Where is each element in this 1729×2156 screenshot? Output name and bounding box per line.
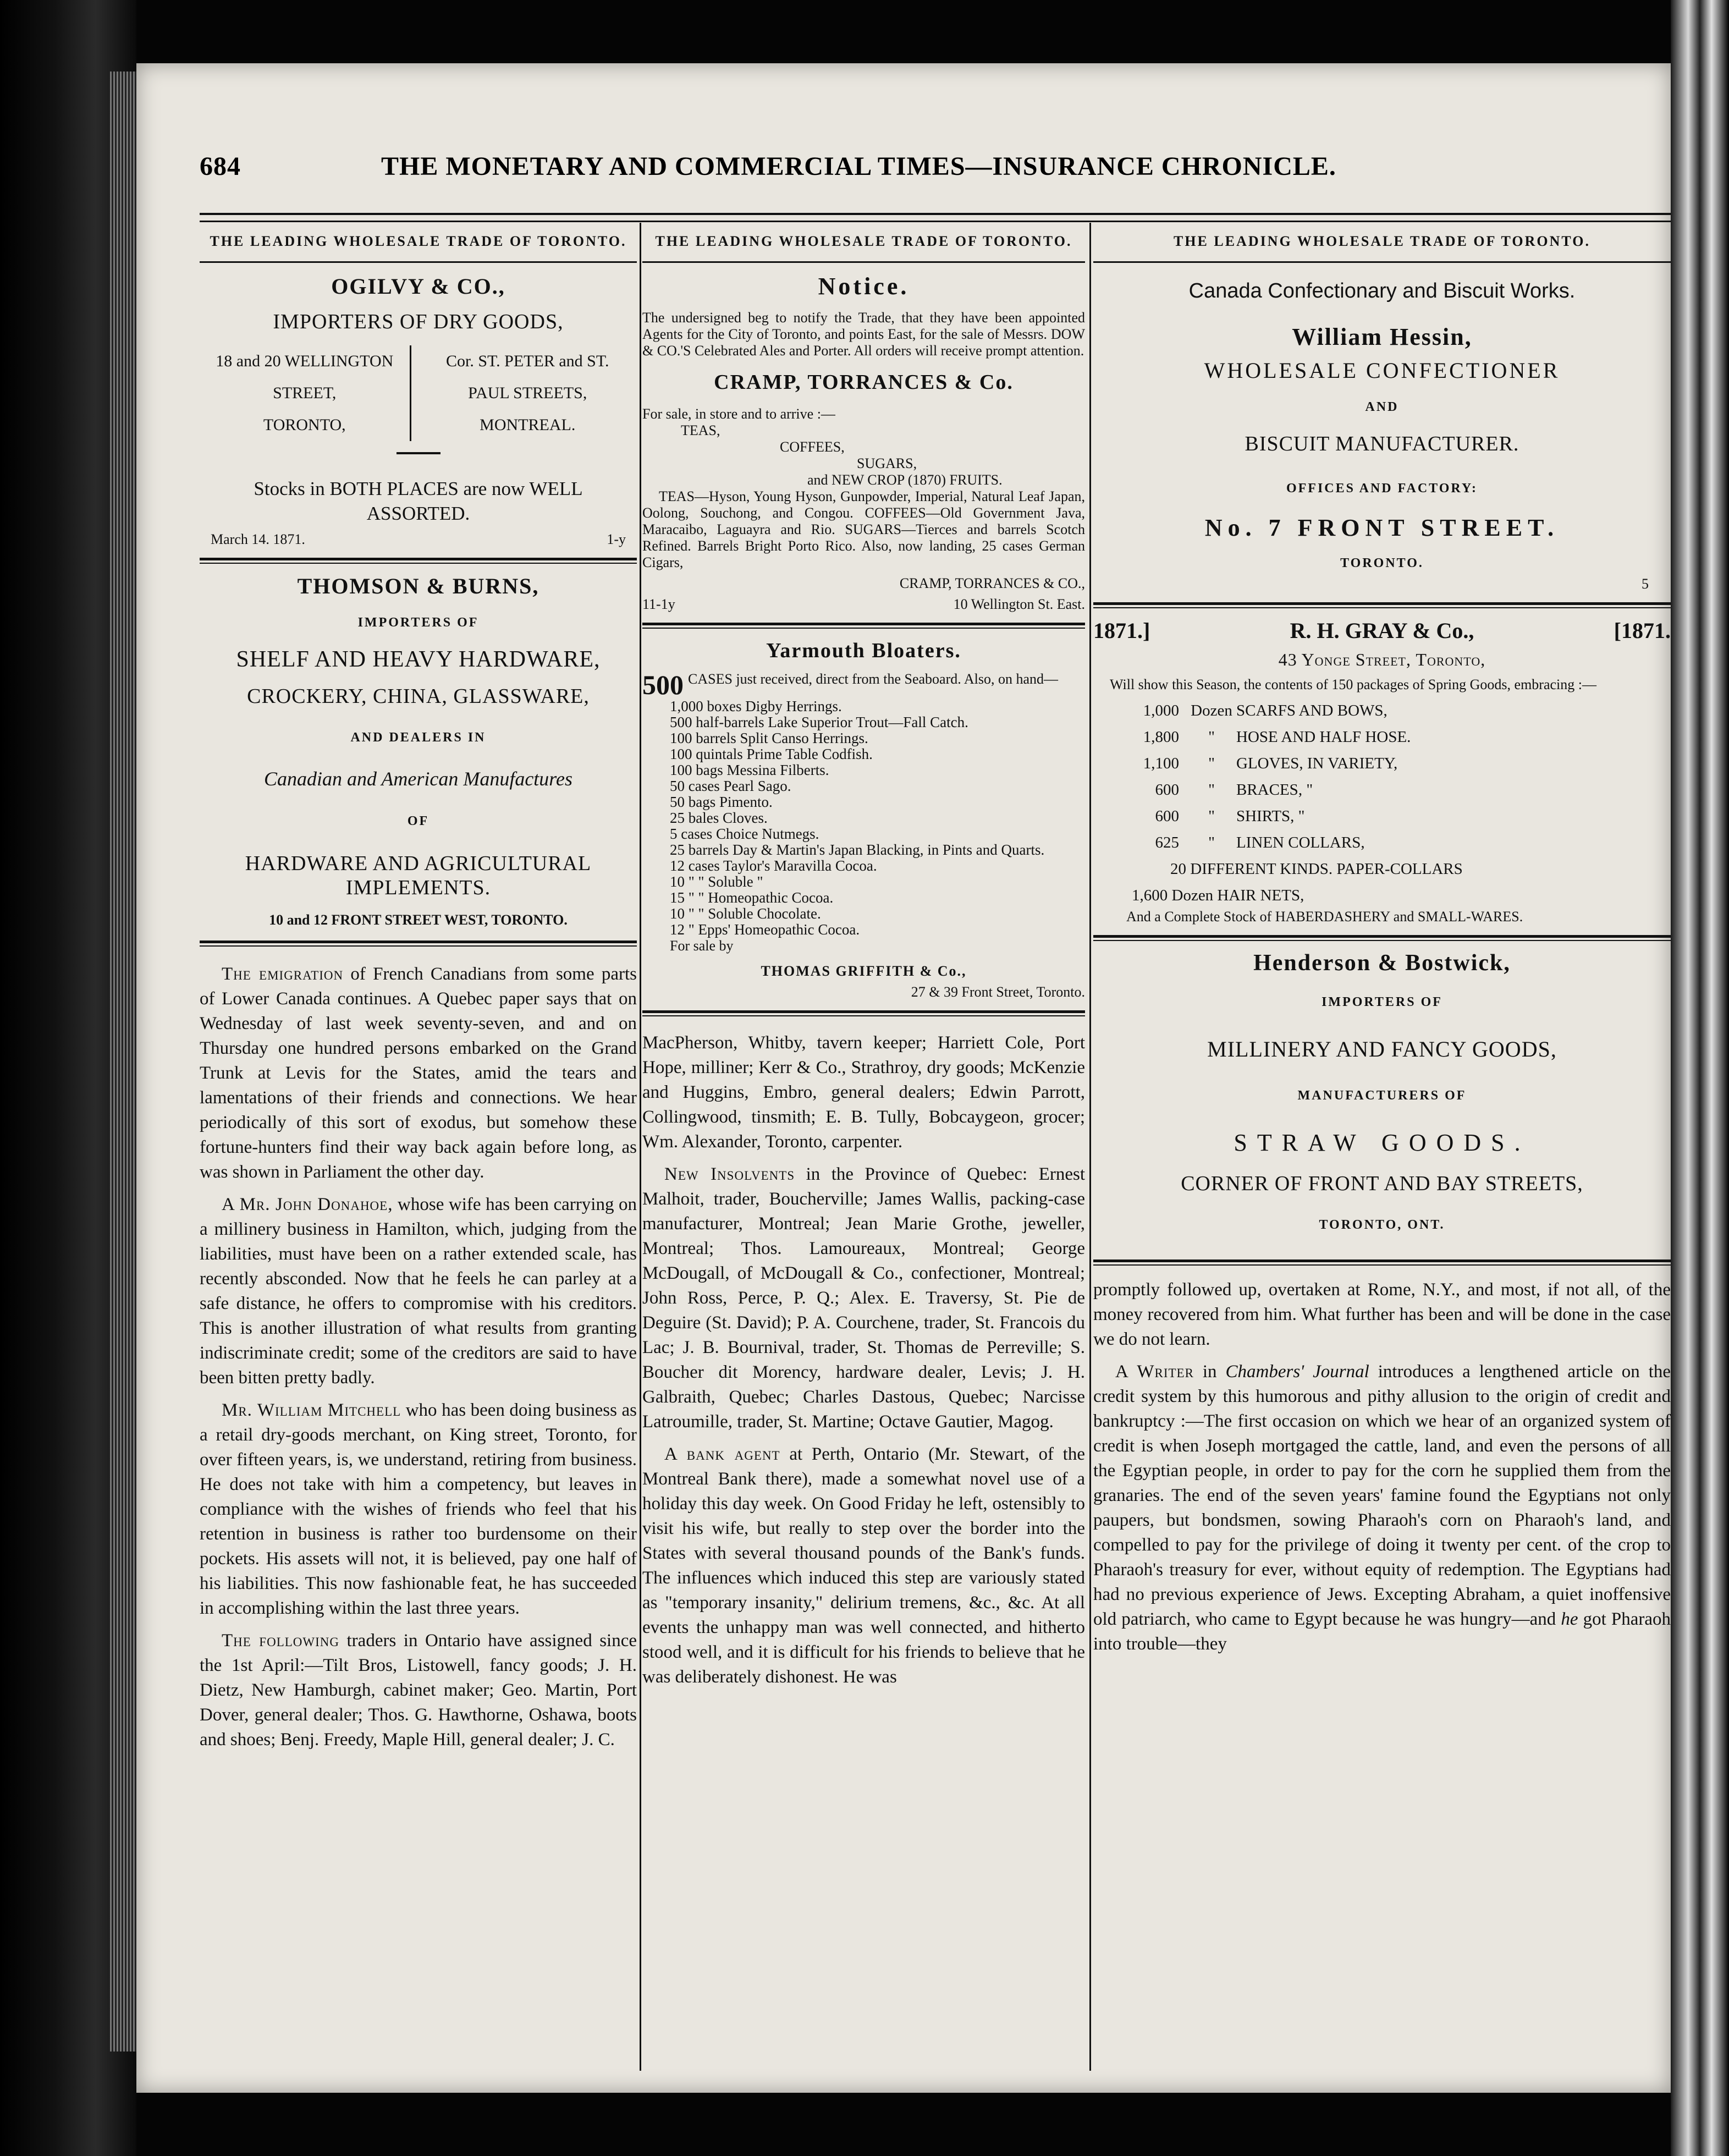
list-item: 50 bags Pimento. <box>670 794 773 810</box>
list-item: 50 cases Pearl Sago. <box>670 778 791 794</box>
table-cell: " <box>1208 728 1215 746</box>
address-line: STREET, <box>273 384 337 402</box>
column-divider-2 <box>1089 223 1091 2071</box>
yarmouth-title: Yarmouth Bloaters. <box>766 639 961 662</box>
firm-name: THOMSON & BURNS, <box>297 574 539 598</box>
paragraph-continued: promptly followed up, overtaken at Rome, N.Y., and most, if not all, of the money recovered from him. What further has been and will be done in the case we do not learn. <box>1093 1280 1671 1349</box>
list-item: 5 cases Choice Nutmegs. <box>670 826 819 842</box>
lead-in: A Writer <box>1115 1362 1194 1382</box>
gray-extra-1: 20 DIFFERENT KINDS. PAPER-COLLARS <box>1170 860 1463 878</box>
table-cell: " <box>1208 834 1215 851</box>
paragraph-text: whose wife has been carrying on a millinery business in Hamilton, which, judging from the liabilities, must have been on a rather extended scale, has recently absconded. Now that he feels he can parley at a safe distance, he offers to compromise with his creditors. This is another illustration of what results from granting indiscriminate credit; some of the creditors are said to have been bitten pretty badly. <box>200 1195 637 1388</box>
cramp-body: TEAS—Hyson, Young Hyson, Gunpowder, Imperial, Natural Leaf Japan, Oolong, Souchong, and Congou. COFFEES—Old Government Java, Maracaibo, Laguayra and Rio. SUGARS—Tierces and barrels Scotch Refined. Barrels Bright Porto Rico. Also, now landing, 25 cases German Cigars, <box>642 488 1085 570</box>
yarmouth-intro-row <box>642 671 1085 698</box>
hessin-line-2: BISCUIT MANUFACTURER. <box>1245 432 1519 455</box>
book-spine-right <box>1671 0 1729 2156</box>
address-line: MONTREAL. <box>480 416 576 434</box>
column-3 <box>1093 223 1671 1664</box>
divider <box>642 1010 1085 1016</box>
paragraph-text: in <box>1202 1362 1217 1382</box>
list-item: 500 half-barrels Lake Superior Trout—Fall Catch. <box>670 714 968 730</box>
hb-line-1: MILLINERY AND FANCY GOODS, <box>1207 1037 1557 1062</box>
table-cell: LINEN COLLARS, <box>1236 834 1365 851</box>
ad-thomson-burns <box>200 574 637 928</box>
running-head <box>200 151 1492 190</box>
lead-in: The emigration <box>222 964 344 984</box>
hessin-address: No. 7 FRONT STREET. <box>1204 514 1560 541</box>
page-stack-edge <box>110 72 136 2052</box>
importers-label: IMPORTERS OF <box>357 615 479 630</box>
paragraph-mitchell <box>200 1398 637 1621</box>
newspaper-page <box>136 63 1671 2093</box>
yarmouth-signature: THOMAS GRIFFITH & Co., <box>761 963 967 979</box>
table-cell: GLOVES, IN VARIETY, <box>1236 755 1398 772</box>
address-montreal <box>419 345 637 441</box>
lead-in: A bank agent <box>664 1444 780 1464</box>
cramp-line: TEAS, <box>681 422 720 438</box>
address-line: Cor. ST. PETER and ST. <box>446 352 609 370</box>
divider <box>200 261 637 263</box>
news-column-3 <box>1093 1278 1671 1657</box>
page-number: 684 <box>200 152 241 181</box>
hb-name: Henderson & Bostwick, <box>1253 950 1511 976</box>
gray-goods-table <box>1093 697 1671 856</box>
table-cell: 1,800 <box>1143 728 1179 746</box>
table-cell: 625 <box>1155 834 1179 851</box>
ad-yarmouth <box>642 639 1085 1000</box>
gray-year-left: 1871.] <box>1093 618 1150 643</box>
gray-address: 43 Yonge Street, Toronto, <box>1278 650 1486 669</box>
paragraph-continued: MacPherson, Whitby, tavern keeper; Harriett Cole, Port Hope, milliner; Kerr & Co., Strathroy, dry goods; McKenzie and Huggins, Embro, general dealers; Edwin Parrott, Collingwood, tinsmith; E. B. Tully, Bobcaygeon, grocer; Wm. Alexander, Toronto, carpenter. <box>642 1033 1085 1152</box>
address-toronto <box>200 345 411 441</box>
lead-in: Mr. William Mitchell <box>222 1400 401 1420</box>
list-item: 100 quintals Prime Table Codfish. <box>670 746 873 762</box>
cramp-address: 10 Wellington St. East. <box>953 596 1085 612</box>
ad-code: 1-y <box>607 531 626 547</box>
lead-in: New Insolvents <box>664 1164 795 1184</box>
paragraph-text: introduces a lengthened article on the credit system by this humorous and pithy allusion to the origin of credit and bankruptcy :—The first occasion on which we hear of an organized system of credit is when Joseph mortgaged the cattle, land, and even the persons of all the Egyptian people, in order to pay for the corn he supplied them from the granaries. The end of the seven years' famine found the Egyptians not only paupers, but bondsmen, sowing Pharaoh's corn on Pharaoh's land, and compelled to pay for the privilege of doing it twenty per cent. of the crop to Pharaoh's treasury for ever, without equity of redemption. The Egyptians had had no previous experience of Jews. Excepting Abraham, a quiet inoffensive old patriarch, who came to Egypt because he was hungry—and <box>1093 1362 1671 1629</box>
list-item: 25 bales Cloves. <box>670 810 768 826</box>
dealers-label: AND DEALERS IN <box>350 730 486 745</box>
paragraph-text: traders in Ontario have assigned since the 1st April:—Tilt Bros, Listowell, fancy goods; J. H. Dietz, New Hamburgh, cabinet maker; Geo. Martin, Port Dover, general dealer; Thos. G. Hawthorne, Oshawa, boots and shoes; Benj. Freedy, Maple Hill, general dealer; J. C. <box>200 1631 637 1750</box>
notice-text: The undersigned beg to notify the Trade, that they have been appointed Agents for the City of Toronto, and points East, for the sale of Messrs. DOW & CO.'S Celebrated Ales and Porter. All orders will receive prompt attention. <box>642 310 1085 359</box>
notice-title: Notice. <box>818 273 910 300</box>
table-cell: 1,000 <box>1143 702 1179 719</box>
table-cell: " <box>1208 807 1215 825</box>
manufactures: Canadian and American Manufactures <box>264 768 572 790</box>
gray-heading <box>1093 618 1671 643</box>
divider <box>1093 1260 1671 1266</box>
ad-henderson-bostwick <box>1093 951 1671 1238</box>
news-column-2 <box>642 1031 1085 1690</box>
gray-year-right: [1871. <box>1614 618 1671 643</box>
list-item: 25 barrels Day & Martin's Japan Blacking, in Pints and Quarts. <box>670 842 1045 858</box>
yarmouth-list <box>642 698 1085 938</box>
hessin-code: 5 <box>1642 576 1649 592</box>
paragraph-text: at Perth, Ontario (Mr. Stewart, of the Montreal Bank there), made a somewhat novel use of a holiday this day week. On Good Friday he left, ostensibly to visit his wife, but really to step over the border into the States with several thousand pounds of the Bank's funds. The influences which induced this step are variously stated as "temporary insanity," delirium tremens, &c., &c. At all events the unhappy man was well connected, and hitherto stood well, and it is difficult for his friends to believe that he was deliberately dishonest. He was <box>642 1444 1085 1687</box>
list-item: 15 " " Homeopathic Cocoa. <box>670 889 834 906</box>
thomson-line-3: HARDWARE AND AGRICULTURAL IMPLEMENTS. <box>245 852 592 899</box>
journal-title: Chambers' Journal <box>1225 1362 1369 1382</box>
table-cell: " <box>1208 781 1215 799</box>
address-line: TORONTO, <box>263 416 346 434</box>
divider <box>200 941 637 947</box>
divider <box>642 261 1085 263</box>
cramp-title: CRAMP, TORRANCES & Co. <box>714 371 1014 394</box>
hessin-name: William Hessin, <box>1292 323 1472 350</box>
stocks-note: Stocks in BOTH PLACES are now WELL ASSORTED. <box>254 478 583 524</box>
table-cell: " <box>1208 755 1215 772</box>
paragraph-text: who has been doing business as a retail dry-goods merchant, on King street, Toronto, for over fifteen years, is, we understand, retiring from business. He does not take with him a competency, but leaves in compliance with the wishes of friends who feel that his retention in business is rather too burdensome on their pockets. His assets will not, it is believed, pay one half of his liabilities. This now fashionable feat, he has succeeded in accomplishing within the last three years. <box>200 1400 637 1618</box>
column-divider-1 <box>640 223 641 2071</box>
gray-extra-2: 1,600 Dozen HAIR NETS, <box>1132 887 1304 904</box>
table-cell: SHIRTS, " <box>1236 807 1305 825</box>
of-label: OF <box>407 814 430 828</box>
list-item: 12 " Epps' Homeopathic Cocoa. <box>670 921 860 938</box>
firm-subtitle: IMPORTERS OF DRY GOODS, <box>273 310 564 333</box>
column-header: THE LEADING WHOLESALE TRADE OF TORONTO. <box>655 233 1072 249</box>
list-item: 12 cases Taylor's Maravilla Cocoa. <box>670 857 877 874</box>
ad-ogilvy <box>200 274 637 548</box>
divider <box>1093 935 1671 941</box>
address-line: PAUL STREETS, <box>468 384 587 402</box>
hessin-and: AND <box>1365 400 1399 414</box>
gray-firm: R. H. GRAY & Co., <box>1290 618 1474 643</box>
paragraph-assignments <box>200 1629 637 1752</box>
cramp-intro: For sale, in store and to arrive :— <box>642 406 835 422</box>
table-cell: 600 <box>1155 807 1179 825</box>
divider <box>1093 602 1671 608</box>
column-header: THE LEADING WHOLESALE TRADE OF TORONTO. <box>1173 233 1591 249</box>
thomson-line-1: SHELF AND HEAVY HARDWARE, <box>236 647 601 672</box>
top-rule <box>200 213 1671 222</box>
gray-extra-3: And a Complete Stock of HABERDASHERY and SMALL-WARES. <box>1126 909 1523 925</box>
lead-in: The following <box>222 1631 340 1651</box>
paragraph-text: got Pharaoh into trouble—they <box>1093 1609 1671 1654</box>
firm-name: OGILVY & CO., <box>331 274 505 299</box>
list-item: 10 " " Soluble " <box>670 873 763 890</box>
cramp-code: 11-1y <box>642 596 675 612</box>
cramp-line: and NEW CROP (1870) FRUITS. <box>807 472 1003 488</box>
running-title: THE MONETARY AND COMMERCIAL TIMES—INSURANCE CHRONICLE. <box>381 152 1336 181</box>
list-item: 100 bags Messina Filberts. <box>670 762 829 778</box>
column-1 <box>200 223 637 1760</box>
paragraph-text: of French Canadians from some parts of Lower Canada continues. A Quebec paper says that on Wednesday of last week seventy-seven, and and on Thursday one hundred persons embarked on the Grand Trunk at Levis for the States, amid the tears and lamentations of their friends and connections. We hear periodically of this sort of exodus, but somehow these fortune-hunters find their way back again before long, as was shown in Parliament the other day. <box>200 964 637 1182</box>
divider <box>1093 261 1671 263</box>
ad-footer <box>200 531 637 548</box>
column-header: THE LEADING WHOLESALE TRADE OF TORONTO. <box>210 233 627 249</box>
yarmouth-intro: CASES just received, direct from the Seaboard. Also, on hand— <box>688 671 1058 687</box>
hb-manufacturers: MANUFACTURERS OF <box>1297 1088 1467 1103</box>
hb-line-2: STRAW GOODS. <box>1234 1129 1530 1156</box>
table-cell: 600 <box>1155 781 1179 799</box>
thomson-line-2: CROCKERY, CHINA, GLASSWARE, <box>247 685 590 708</box>
hessin-title: Canada Confectionary and Biscuit Works. <box>1188 279 1576 302</box>
table-cell: HOSE AND HALF HOSE. <box>1236 728 1411 746</box>
paragraph-text: in the Province of Quebec: Ernest Malhoit, trader, Boucherville; James Wallis, packing-case manufacturer, Montreal; Jean Marie Grothe, jeweller, Montreal; Thos. Lamoureaux, Montreal; George McDougall, of McDougall & Co., confectioner, Montreal; John Ross, Perce, P. Q.; Alex. E. Traversy, St. Pie de Deguire (St. David); P. A. Courchene, trader, St. Francois du Lac; J. B. Bournival, trader, St. Thomas de Perreville; S. Boucher dit Morency, hardware dealer, Levis; J. H. Galbraith, Quebec; Charles Dastous, Quebec; Narcisse Latroumille, trader, St. Martine; Octave Gautier, Magog. <box>642 1164 1086 1432</box>
hessin-line-1: WHOLESALE CONFECTIONER <box>1204 358 1560 383</box>
hb-importers: IMPORTERS OF <box>1321 995 1442 1009</box>
ad-hessin <box>1093 274 1671 592</box>
divider <box>200 558 637 564</box>
table-cell: Dozen <box>1191 702 1232 719</box>
yarmouth-number: 500 <box>642 669 684 700</box>
emphasis: he <box>1561 1609 1578 1629</box>
column-2 <box>642 223 1085 1697</box>
list-item: 1,000 boxes Digby Herrings. <box>670 698 842 714</box>
cramp-line: COFFEES, <box>780 439 845 455</box>
table-cell: BRACES, " <box>1236 781 1313 799</box>
hessin-offices: OFFICES AND FACTORY: <box>1286 481 1478 496</box>
cramp-line: SUGARS, <box>857 455 917 471</box>
list-item: 100 barrels Split Canso Herrings. <box>670 730 868 746</box>
divider <box>642 623 1085 629</box>
short-rule <box>397 452 440 454</box>
hb-line-3: CORNER OF FRONT AND BAY STREETS, <box>1181 1172 1583 1195</box>
lead-in: A Mr. John Donahoe, <box>222 1195 393 1214</box>
gray-intro: Will show this Season, the contents of 150 packages of Spring Goods, embracing :— <box>1110 676 1596 692</box>
paragraph-donahoe <box>200 1192 637 1390</box>
ad-notice <box>642 274 1085 613</box>
table-cell: SCARFS AND BOWS, <box>1236 702 1387 719</box>
address-line: 18 and 20 WELLINGTON <box>216 352 394 370</box>
paragraph-insolvents <box>642 1162 1085 1434</box>
addresses <box>200 345 637 441</box>
ad-date: March 14. 1871. <box>211 531 305 547</box>
thomson-address: 10 and 12 FRONT STREET WEST, TORONTO. <box>269 912 568 928</box>
news-column-1 <box>200 962 637 1752</box>
paragraph-bank-agent <box>642 1442 1085 1690</box>
cramp-footer <box>642 596 1085 613</box>
yarmouth-address: 27 & 39 Front Street, Toronto. <box>911 984 1085 1000</box>
paragraph-writer <box>1093 1360 1671 1657</box>
list-item: 10 " " Soluble Chocolate. <box>670 905 821 922</box>
table-cell: 1,100 <box>1143 755 1179 772</box>
cramp-signature: CRAMP, TORRANCES & CO., <box>899 575 1085 591</box>
hessin-city: TORONTO. <box>1340 556 1424 570</box>
hb-city: TORONTO, ONT. <box>1319 1218 1445 1232</box>
paragraph-emigration <box>200 962 637 1185</box>
yarmouth-for-sale: For sale by <box>670 938 734 954</box>
ad-gray <box>1093 618 1671 925</box>
